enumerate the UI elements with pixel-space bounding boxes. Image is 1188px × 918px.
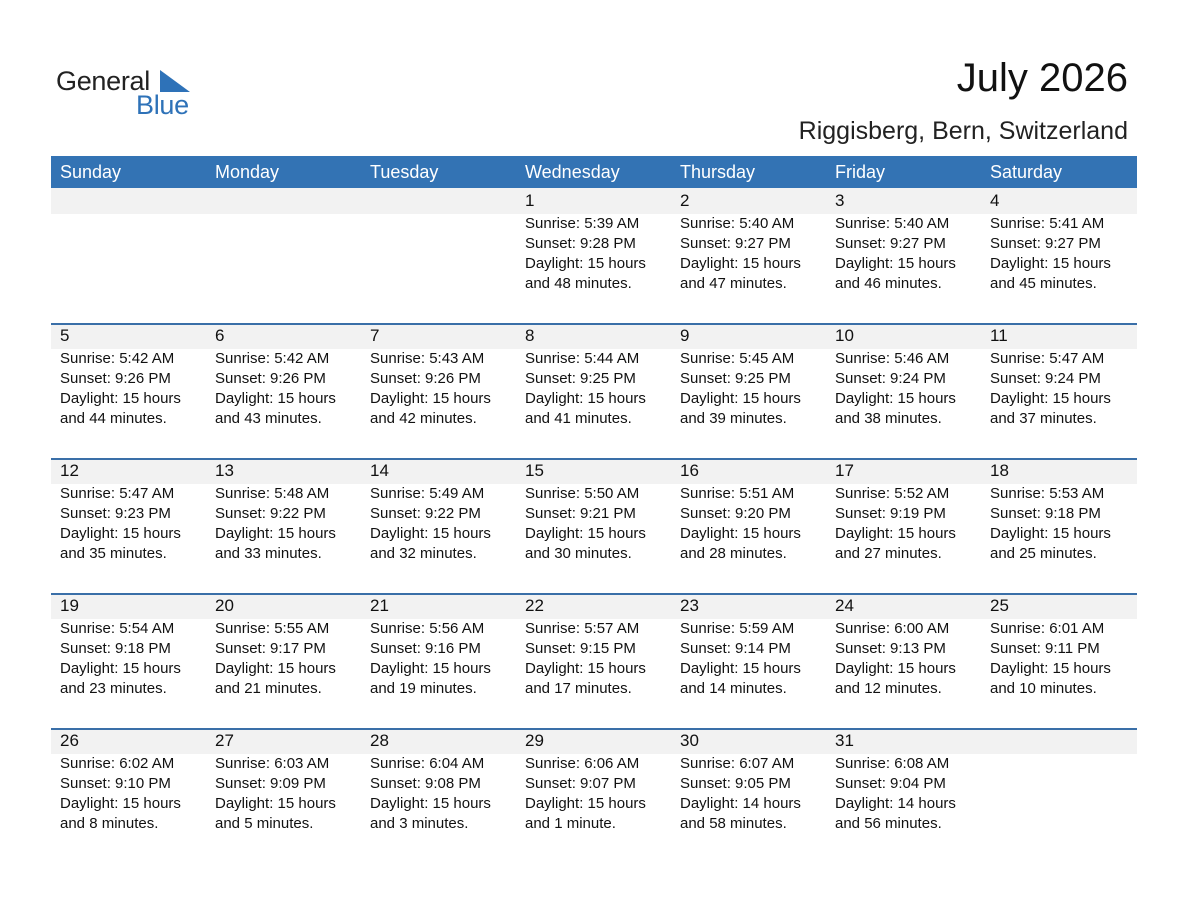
sunset-text: Sunset: 9:14 PM [680,640,791,657]
sunset-text: Sunset: 9:13 PM [835,640,946,657]
sunset-text: Sunset: 9:26 PM [215,370,326,387]
sunrise-text: Sunrise: 5:56 AM [370,620,485,637]
daylight-hours-text: Daylight: 15 hours [60,795,181,812]
daylight-minutes-text: and 12 minutes. [835,680,942,697]
daylight-hours-text: Daylight: 14 hours [680,795,801,812]
sunrise-text: Sunrise: 5:43 AM [370,350,485,367]
sunrise-text: Sunrise: 5:52 AM [835,485,950,502]
day-number: 14 [370,461,389,480]
sunset-text: Sunset: 9:08 PM [370,775,481,792]
day-cell [206,458,361,564]
day-cell [671,593,826,699]
sunrise-text: Sunrise: 5:40 AM [680,215,795,232]
empty-day-cell [206,188,361,294]
sunrise-text: Sunrise: 5:49 AM [370,485,485,502]
day-cell [361,728,516,834]
sunset-text: Sunset: 9:27 PM [990,235,1101,252]
weekday-tuesday: Tuesday [370,162,439,182]
day-cell [206,593,361,699]
daylight-minutes-text: and 33 minutes. [215,545,322,562]
daylight-minutes-text: and 39 minutes. [680,410,787,427]
daylight-hours-text: Daylight: 15 hours [60,660,181,677]
logo [56,64,206,120]
sunrise-text: Sunrise: 5:41 AM [990,215,1105,232]
weekday-header [51,156,1137,188]
day-number: 22 [525,596,544,615]
daylight-minutes-text: and 30 minutes. [525,545,632,562]
day-number: 18 [990,461,1009,480]
sunrise-text: Sunrise: 5:57 AM [525,620,640,637]
daylight-minutes-text: and 43 minutes. [215,410,322,427]
sunset-text: Sunset: 9:25 PM [525,370,636,387]
day-cell [51,458,206,564]
daylight-hours-text: Daylight: 15 hours [215,795,336,812]
daylight-minutes-text: and 21 minutes. [215,680,322,697]
daylight-minutes-text: and 37 minutes. [990,410,1097,427]
daylight-hours-text: Daylight: 15 hours [215,390,336,407]
sunrise-text: Sunrise: 5:53 AM [990,485,1105,502]
daylight-minutes-text: and 32 minutes. [370,545,477,562]
sunrise-text: Sunrise: 5:59 AM [680,620,795,637]
sunrise-text: Sunrise: 5:54 AM [60,620,175,637]
daylight-minutes-text: and 44 minutes. [60,410,167,427]
sunrise-text: Sunrise: 5:55 AM [215,620,330,637]
daylight-minutes-text: and 28 minutes. [680,545,787,562]
day-cell [51,323,206,429]
daylight-hours-text: Daylight: 15 hours [990,660,1111,677]
weekday-wednesday: Wednesday [525,162,620,182]
day-cell [981,458,1136,564]
day-number: 24 [835,596,854,615]
sunrise-text: Sunrise: 5:40 AM [835,215,950,232]
day-cell [981,188,1136,294]
day-number: 21 [370,596,389,615]
daylight-hours-text: Daylight: 15 hours [60,525,181,542]
daylight-hours-text: Daylight: 15 hours [835,525,956,542]
daylight-minutes-text: and 46 minutes. [835,275,942,292]
day-number: 2 [680,191,690,210]
sunrise-text: Sunrise: 5:42 AM [215,350,330,367]
daylight-hours-text: Daylight: 15 hours [990,525,1111,542]
sunset-text: Sunset: 9:22 PM [215,505,326,522]
daylight-hours-text: Daylight: 15 hours [835,255,956,272]
day-cell [981,593,1136,699]
week-row [51,188,1137,323]
weekday-saturday: Saturday [990,162,1063,182]
day-cell [206,728,361,834]
sunset-text: Sunset: 9:24 PM [835,370,946,387]
day-cell [826,593,981,699]
sunrise-text: Sunrise: 5:45 AM [680,350,795,367]
week-row [51,593,1137,728]
sunrise-text: Sunrise: 5:47 AM [990,350,1105,367]
sunrise-text: Sunrise: 5:48 AM [215,485,330,502]
empty-day-cell [981,728,1136,834]
daylight-hours-text: Daylight: 15 hours [60,390,181,407]
weekday-monday: Monday [215,162,280,182]
sunrise-text: Sunrise: 6:00 AM [835,620,950,637]
daylight-minutes-text: and 42 minutes. [370,410,477,427]
day-number: 30 [680,731,699,750]
sunset-text: Sunset: 9:25 PM [680,370,791,387]
daylight-hours-text: Daylight: 15 hours [835,390,956,407]
day-cell [206,323,361,429]
daylight-minutes-text: and 8 minutes. [60,815,159,832]
daylight-hours-text: Daylight: 15 hours [370,390,491,407]
daylight-hours-text: Daylight: 15 hours [370,525,491,542]
day-cell [671,458,826,564]
day-cell [671,188,826,294]
daylight-hours-text: Daylight: 15 hours [525,390,646,407]
day-number: 11 [990,326,1008,345]
sunset-text: Sunset: 9:23 PM [60,505,171,522]
sunset-text: Sunset: 9:22 PM [370,505,481,522]
daylight-hours-text: Daylight: 15 hours [680,660,801,677]
day-cell [981,323,1136,429]
empty-day-cell [51,188,206,294]
daylight-hours-text: Daylight: 15 hours [525,660,646,677]
day-number: 28 [370,731,389,750]
day-number: 27 [215,731,234,750]
daylight-minutes-text: and 27 minutes. [835,545,942,562]
day-cell [51,593,206,699]
daylight-minutes-text: and 1 minute. [525,815,616,832]
sunset-text: Sunset: 9:10 PM [60,775,171,792]
daylight-minutes-text: and 19 minutes. [370,680,477,697]
weekday-thursday: Thursday [680,162,756,182]
sunset-text: Sunset: 9:19 PM [835,505,946,522]
day-cell [826,728,981,834]
daylight-minutes-text: and 38 minutes. [835,410,942,427]
day-number: 8 [525,326,535,345]
daylight-minutes-text: and 5 minutes. [215,815,314,832]
sunset-text: Sunset: 9:20 PM [680,505,791,522]
daylight-hours-text: Daylight: 15 hours [680,390,801,407]
daylight-hours-text: Daylight: 15 hours [370,795,491,812]
sunrise-text: Sunrise: 6:06 AM [525,755,640,772]
sunrise-text: Sunrise: 6:07 AM [680,755,795,772]
daylight-minutes-text: and 58 minutes. [680,815,787,832]
daylight-hours-text: Daylight: 15 hours [525,525,646,542]
day-cell [516,323,671,429]
daylight-minutes-text: and 23 minutes. [60,680,167,697]
day-cell [516,188,671,294]
day-cell [826,323,981,429]
day-number: 17 [835,461,854,480]
day-cell [516,728,671,834]
daylight-minutes-text: and 10 minutes. [990,680,1097,697]
daylight-hours-text: Daylight: 15 hours [990,390,1111,407]
week-row [51,728,1137,863]
day-number: 5 [60,326,70,345]
day-number: 26 [60,731,79,750]
location-subtitle: Riggisberg, Bern, Switzerland [798,117,1128,145]
daylight-minutes-text: and 41 minutes. [525,410,632,427]
calendar-grid [51,188,1137,863]
sunrise-text: Sunrise: 5:51 AM [680,485,795,502]
sunrise-text: Sunrise: 6:02 AM [60,755,175,772]
sunset-text: Sunset: 9:15 PM [525,640,636,657]
sunset-text: Sunset: 9:26 PM [60,370,171,387]
day-cell [671,323,826,429]
sunset-text: Sunset: 9:07 PM [525,775,636,792]
daylight-minutes-text: and 47 minutes. [680,275,787,292]
sunset-text: Sunset: 9:27 PM [680,235,791,252]
sunrise-text: Sunrise: 5:47 AM [60,485,175,502]
sunset-text: Sunset: 9:28 PM [525,235,636,252]
daylight-minutes-text: and 25 minutes. [990,545,1097,562]
day-number: 31 [835,731,854,750]
sunrise-text: Sunrise: 5:39 AM [525,215,640,232]
day-cell [671,728,826,834]
day-cell [51,728,206,834]
weekday-sunday: Sunday [60,162,122,182]
day-number: 10 [835,326,854,345]
logo-blue-text: Blue [136,90,189,120]
sunset-text: Sunset: 9:05 PM [680,775,791,792]
day-number: 7 [370,326,380,345]
day-number: 16 [680,461,699,480]
day-number: 12 [60,461,79,480]
day-number: 4 [990,191,1000,210]
daylight-hours-text: Daylight: 15 hours [680,255,801,272]
daylight-hours-text: Daylight: 15 hours [835,660,956,677]
day-cell [516,458,671,564]
sunset-text: Sunset: 9:11 PM [990,640,1100,657]
daylight-minutes-text: and 45 minutes. [990,275,1097,292]
sunset-text: Sunset: 9:18 PM [990,505,1101,522]
sunset-text: Sunset: 9:17 PM [215,640,326,657]
daylight-hours-text: Daylight: 15 hours [370,660,491,677]
day-number: 23 [680,596,699,615]
day-cell [826,188,981,294]
sunset-text: Sunset: 9:16 PM [370,640,481,657]
day-number: 25 [990,596,1009,615]
day-number: 3 [835,191,845,210]
daylight-hours-text: Daylight: 14 hours [835,795,956,812]
sunrise-text: Sunrise: 5:46 AM [835,350,950,367]
sunrise-text: Sunrise: 6:04 AM [370,755,485,772]
day-number: 6 [215,326,225,345]
daylight-hours-text: Daylight: 15 hours [525,795,646,812]
sunrise-text: Sunrise: 6:08 AM [835,755,950,772]
day-number: 9 [680,326,690,345]
sunrise-text: Sunrise: 5:50 AM [525,485,640,502]
daylight-minutes-text: and 48 minutes. [525,275,632,292]
week-row [51,458,1137,593]
day-number: 29 [525,731,544,750]
daylight-hours-text: Daylight: 15 hours [215,660,336,677]
sunset-text: Sunset: 9:24 PM [990,370,1101,387]
daylight-minutes-text: and 35 minutes. [60,545,167,562]
sunset-text: Sunset: 9:21 PM [525,505,636,522]
sunrise-text: Sunrise: 6:03 AM [215,755,330,772]
empty-day-cell [361,188,516,294]
daylight-minutes-text: and 56 minutes. [835,815,942,832]
sunset-text: Sunset: 9:04 PM [835,775,946,792]
sunrise-text: Sunrise: 5:42 AM [60,350,175,367]
logo-general-text: General [56,66,150,96]
week-row [51,323,1137,458]
page-title: July 2026 [956,56,1128,100]
sunset-text: Sunset: 9:27 PM [835,235,946,252]
daylight-hours-text: Daylight: 15 hours [680,525,801,542]
logo-triangle-icon [160,70,190,92]
day-number: 13 [215,461,234,480]
day-number: 20 [215,596,234,615]
day-cell [361,323,516,429]
sunset-text: Sunset: 9:09 PM [215,775,326,792]
daylight-minutes-text: and 14 minutes. [680,680,787,697]
day-cell [361,593,516,699]
weekday-friday: Friday [835,162,886,182]
daylight-hours-text: Daylight: 15 hours [215,525,336,542]
day-cell [361,458,516,564]
day-cell [826,458,981,564]
daylight-hours-text: Daylight: 15 hours [525,255,646,272]
sunset-text: Sunset: 9:26 PM [370,370,481,387]
day-number: 1 [525,191,535,210]
sunset-text: Sunset: 9:18 PM [60,640,171,657]
daylight-hours-text: Daylight: 15 hours [990,255,1111,272]
daylight-minutes-text: and 17 minutes. [525,680,632,697]
day-number: 19 [60,596,79,615]
day-number: 15 [525,461,544,480]
sunrise-text: Sunrise: 5:44 AM [525,350,640,367]
daylight-minutes-text: and 3 minutes. [370,815,469,832]
sunrise-text: Sunrise: 6:01 AM [990,620,1105,637]
day-cell [516,593,671,699]
